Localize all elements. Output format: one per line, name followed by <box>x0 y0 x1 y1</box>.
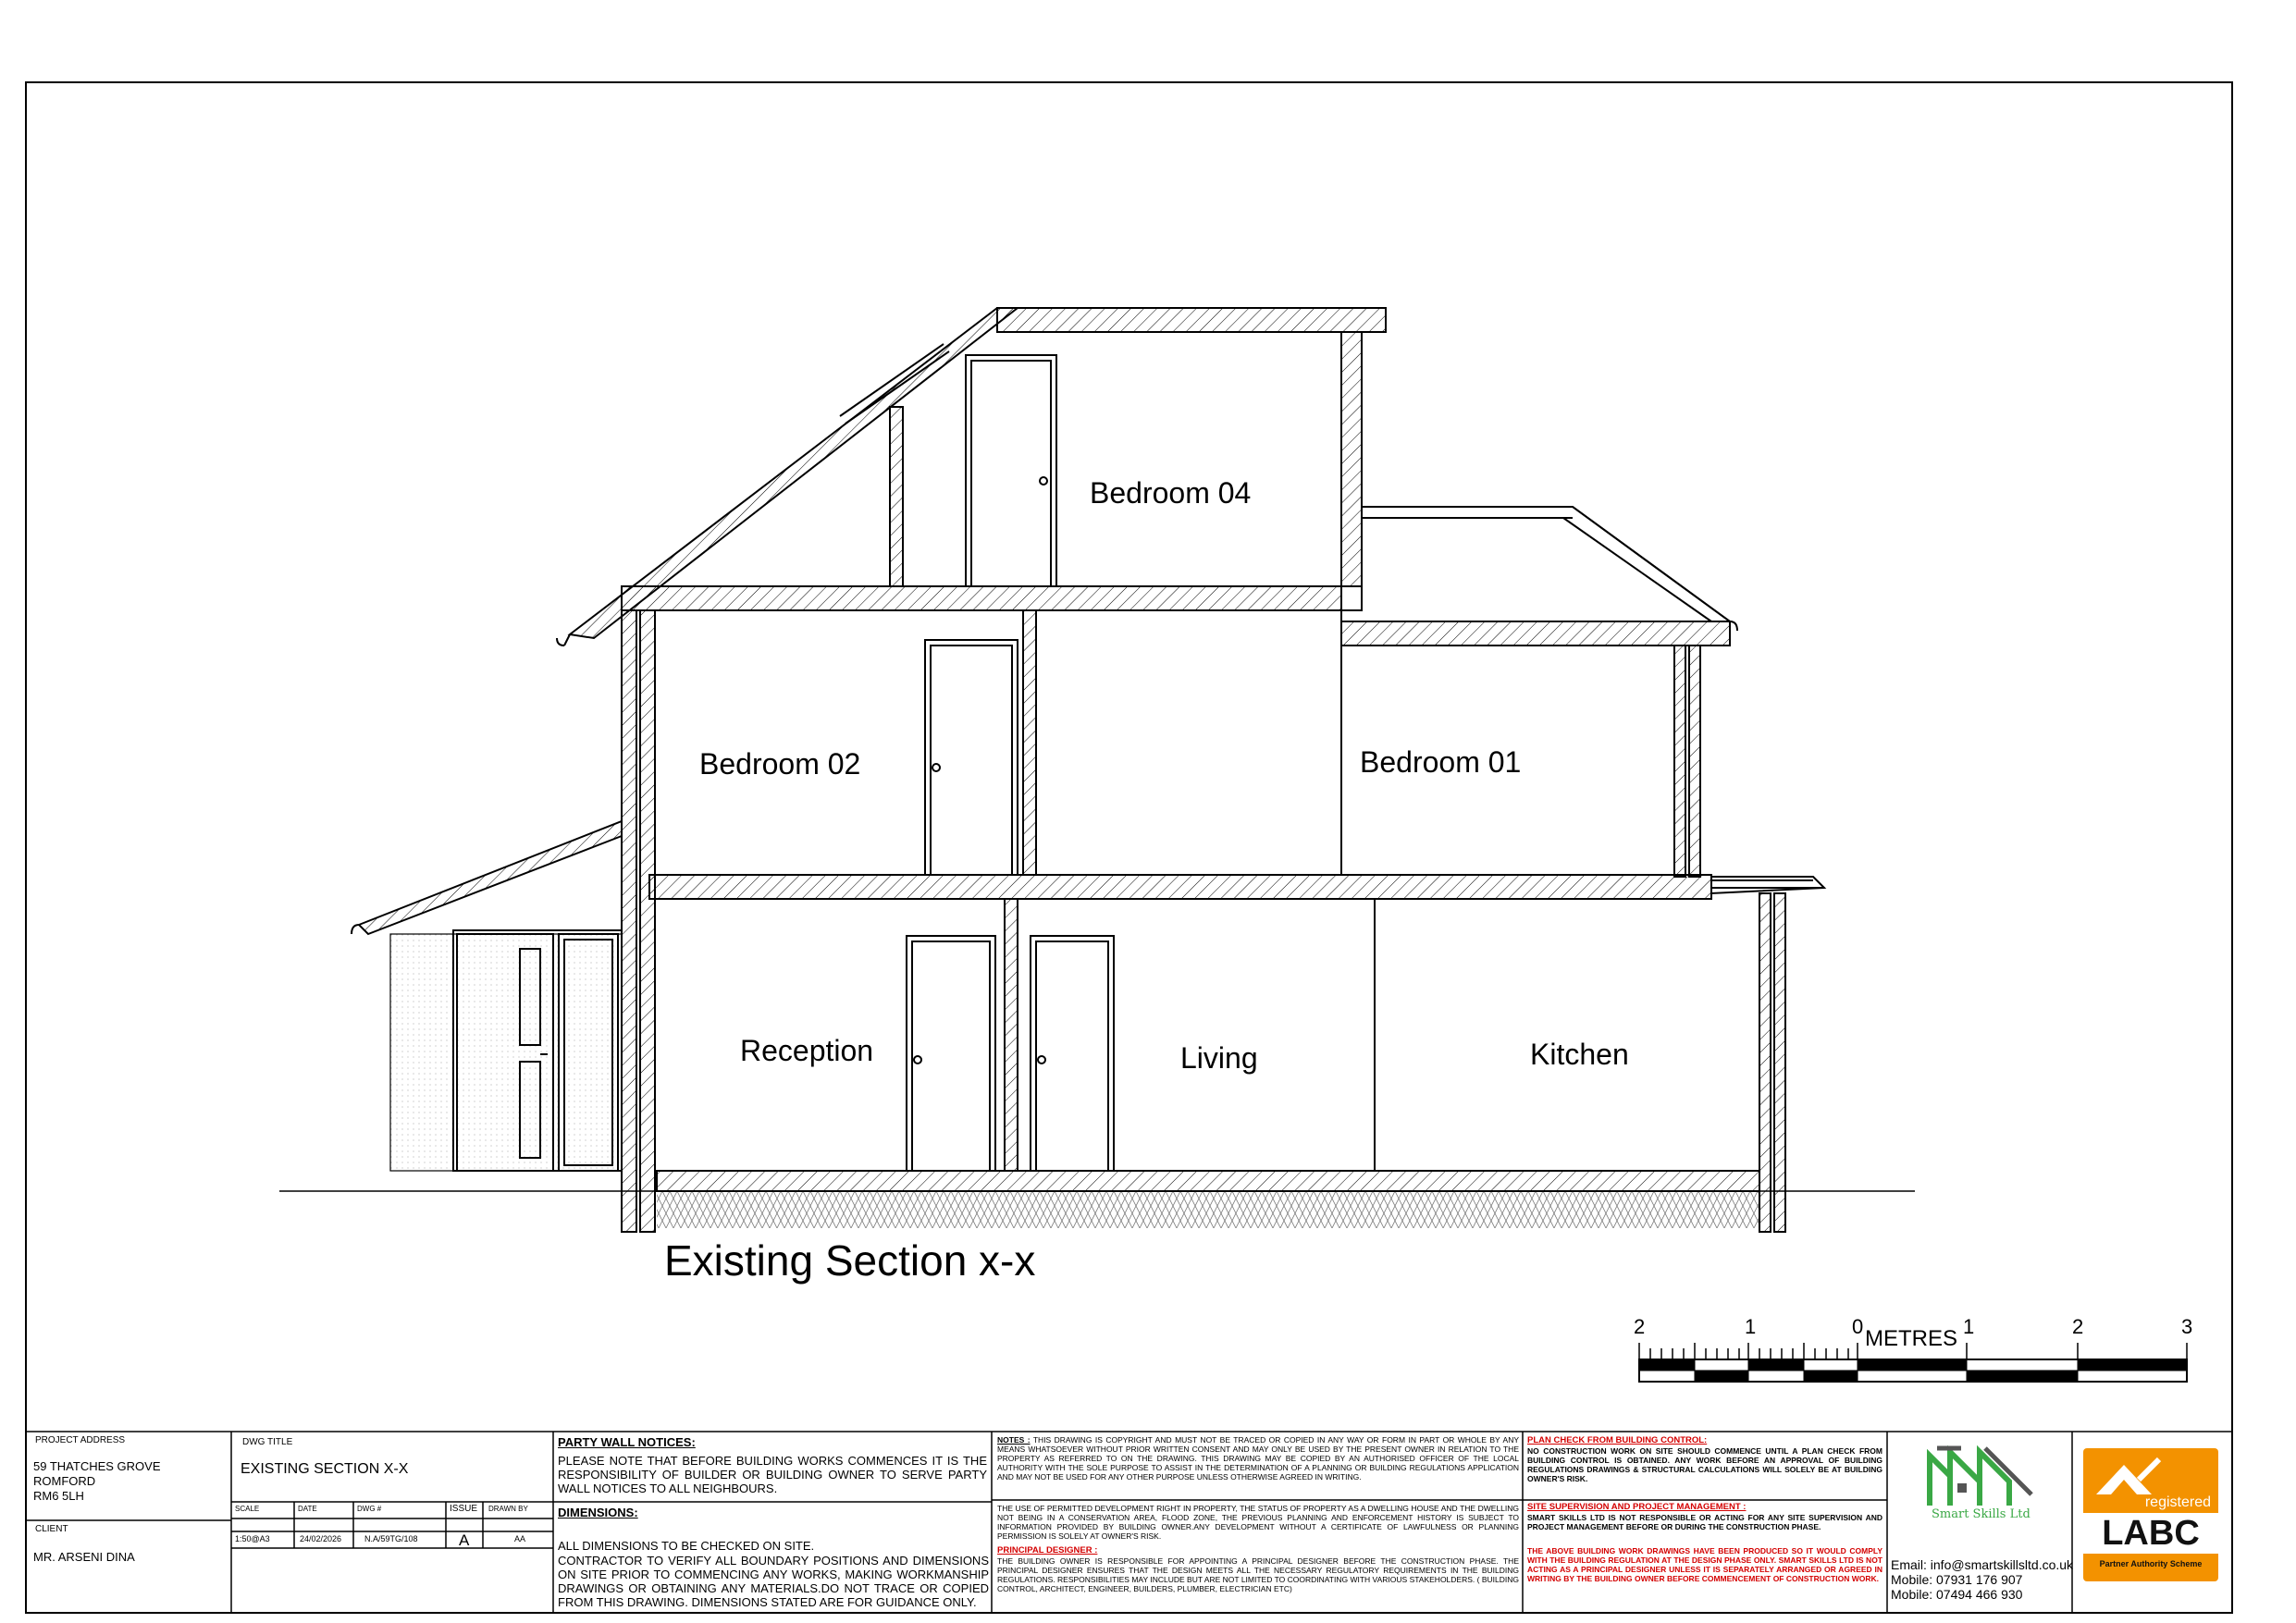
plan-check-text: NO CONSTRUCTION WORK ON SITE SHOULD COMMENCE UNTIL A PLAN CHECK FROM BUILDING CONTROL IS OBTAINED. ANY WORK BEFORE AN APPROVAL OF BUILDING REGULATIONS DRAWINGS & STRUCTURAL CALCULATIONS WILL SOLELY BE AT BUILDING OWNER'S RISK. <box>1527 1446 1882 1483</box>
value-drawn-by: AA <box>514 1534 526 1543</box>
plan-check-heading: PLAN CHECK FROM BUILDING CONTROL: <box>1527 1435 1708 1445</box>
dimensions-text: CONTRACTOR TO VERIFY ALL BOUNDARY POSITIONS AND DIMENSIONS ON SITE PRIOR TO COMMENCING ANY WORKS, MAKING WORKMANSHIP DRAWINGS OR OBTAINING ANY MATERIALS.DO NOT TRACE OR COPIED FROM THIS DRAWING. DIMENSIONS STATED ARE FOR GUIDANCE ONLY. <box>558 1554 989 1609</box>
contact-mobile-2: Mobile: 07494 466 930 <box>1891 1587 2023 1602</box>
room-label-bedroom02: Bedroom 02 <box>699 747 861 781</box>
header-issue: ISSUE <box>450 1504 478 1514</box>
section-drawing <box>279 308 1915 1232</box>
principal-designer-heading: PRINCIPAL DESIGNER : <box>997 1545 1098 1555</box>
client-label: CLIENT <box>35 1524 68 1534</box>
scale-tick-label: 0 <box>1852 1315 1864 1338</box>
value-scale: 1:50@A3 <box>235 1534 270 1543</box>
site-supervision-heading: SITE SUPERVISION AND PROJECT MANAGEMENT : <box>1527 1502 1747 1512</box>
labc-logo <box>2083 1448 2218 1581</box>
client-name: MR. ARSENI DINA <box>33 1550 135 1564</box>
red-notice-text: THE ABOVE BUILDING WORK DRAWINGS HAVE BEEN PRODUCED SO IT WOULD COMPLY WITH THE BUILDING REGULATION AT THE DESIGN PHASE ONLY. SMART SKILLS LTD IS NOT ACTING AS A PRINCIPAL DESIGNER UNLESS IT IS SEPARATELY ARRANGED OR AGREED IN WRITING BY THE BUILDING OWNER BEFORE COMMENCEMENT OF CONSTRUCTION WORK. <box>1527 1546 1882 1583</box>
party-wall-heading: PARTY WALL NOTICES: <box>558 1435 696 1449</box>
notes-block <box>997 1435 1519 1482</box>
notes-text: THIS DRAWING IS COPYRIGHT AND MUST NOT BE TRACED OR COPIED IN ANY WAY OR FORM IN PART OR WHOLE BY ANY MEANS WHATSOEVER WITHOUT PRIOR WRITTEN CONSENT AND MAY ONLY BE USED BY THE PRESENT OWNER IN RELATION TO THE PROPERTY AS REFERRED TO ON THE DRAWING. THIS DRAWING MAY BE COPIED BY AN AUTHORISED OFFICER OF THE LOCAL AUTHORITY WITH THE SOLE PURPOSE TO ASSIST IN THE DETERMINATION OF A PLANNING OR BUILDING REGULATIONS APPLICATION AND MAY NOT BE USED FOR ANY OTHER PURPOSE UNLESS OTHERWISE AGREED IN WRITING. <box>997 1435 1519 1482</box>
header-drawn-by: DRAWN BY <box>488 1505 528 1513</box>
room-label-living: Living <box>1180 1041 1258 1075</box>
party-wall-text: PLEASE NOTE THAT BEFORE BUILDING WORKS COMMENCES IT IS THE RESPONSIBILITY OF BUILDER OR BUILDING OWNER TO SERVE PARTY WALL NOTICES TO ALL NEIGHBOURS. <box>558 1454 987 1495</box>
principal-designer-text: THE BUILDING OWNER IS RESPONSIBLE FOR APPOINTING A PRINCIPAL DESIGNER BEFORE THE CONSTRUCTION PHASE. THE PRINCIPAL DESIGNER ENSURES THAT THE DESIGN MEETS ALL THE NECESSARY REGULATORY REQUIREMENTS IN THE BUILDING REGULATIONS. RESPONSIBILITIES MAY INCLUDE BUT ARE NOT LIMITED TO COORDINATING WITH VARIOUS STAKEHOLDERS. ( BUILDING CONTROL, ARCHITECT, ENGINEER, BUILDERS, PLUMBER, ELECTRICIAN ETC) <box>997 1556 1519 1593</box>
smart-skills-logo <box>1924 1439 2037 1513</box>
labc-registered: registered <box>2144 1494 2211 1510</box>
labc-tagline: Partner Authority Scheme <box>2099 1559 2203 1568</box>
scale-units-label: METRES <box>1865 1326 1958 1351</box>
permitted-development-text: THE USE OF PERMITTED DEVELOPMENT RIGHT IN PROPERTY, THE STATUS OF PROPERTY AS A DWELLING HOUSE AND THE DWELLING NOT BEING IN A CONSERVATION AREA, FLOOD ZONE, THE PREVIOUS PLANNING AND ENFORCEMENT HISTORY IS SUBJECT TO INFORMATION PROVIDED BY BUILDING OWNER.ANY DEVELOPMENT WITHOUT A CERTIFICATE OF LAWFULNESS OR PLANNING PERMISSION IS SOLELY AT OWNER'S RISK. <box>997 1504 1519 1541</box>
labc-name: LABC <box>2083 1513 2218 1554</box>
dwg-title-label: DWG TITLE <box>242 1437 293 1447</box>
project-address-label: PROJECT ADDRESS <box>35 1435 126 1445</box>
room-label-kitchen: Kitchen <box>1530 1038 1629 1071</box>
room-label-bedroom04: Bedroom 04 <box>1090 476 1252 510</box>
room-label-reception: Reception <box>740 1034 874 1067</box>
header-date: DATE <box>298 1505 317 1513</box>
project-address-line1: 59 THATCHES GROVE <box>33 1459 161 1473</box>
dimensions-heading: DIMENSIONS: <box>558 1506 638 1519</box>
project-address-line2: ROMFORD <box>33 1474 96 1488</box>
drawing-title: Existing Section x-x <box>664 1236 1036 1285</box>
project-address-line3: RM6 5LH <box>33 1489 84 1503</box>
scale-tick-label: 2 <box>2072 1315 2084 1338</box>
company-name: Smart Skills Ltd <box>1932 1507 2031 1521</box>
scale-tick-label: 1 <box>1745 1315 1757 1338</box>
value-dwg-no: N.A/59TG/108 <box>364 1534 418 1543</box>
contact-mobile-1: Mobile: 07931 176 907 <box>1891 1572 2023 1587</box>
site-supervision-text: SMART SKILLS LTD IS NOT RESPONSIBLE OR ACTING FOR ANY SITE SUPERVISION AND PROJECT MANAGEMENT BEFORE OR DURING THE CONSTRUCTION PHASE. <box>1527 1513 1882 1531</box>
dimensions-line1: ALL DIMENSIONS TO BE CHECKED ON SITE. <box>558 1539 815 1553</box>
scale-tick-label: 3 <box>2181 1315 2193 1338</box>
scale-tick-label: 1 <box>1963 1315 1975 1338</box>
value-issue: A <box>459 1531 470 1549</box>
value-date: 24/02/2026 <box>300 1534 342 1543</box>
notes-heading: NOTES : <box>997 1435 1031 1445</box>
header-dwg-no: DWG # <box>357 1505 382 1513</box>
dwg-title: EXISTING SECTION X-X <box>241 1461 409 1477</box>
scale-tick-label: 2 <box>1634 1315 1646 1338</box>
header-scale: SCALE <box>235 1505 260 1513</box>
room-label-bedroom01: Bedroom 01 <box>1360 745 1522 779</box>
contact-email: Email: info@smartskillsltd.co.uk <box>1891 1557 2074 1572</box>
